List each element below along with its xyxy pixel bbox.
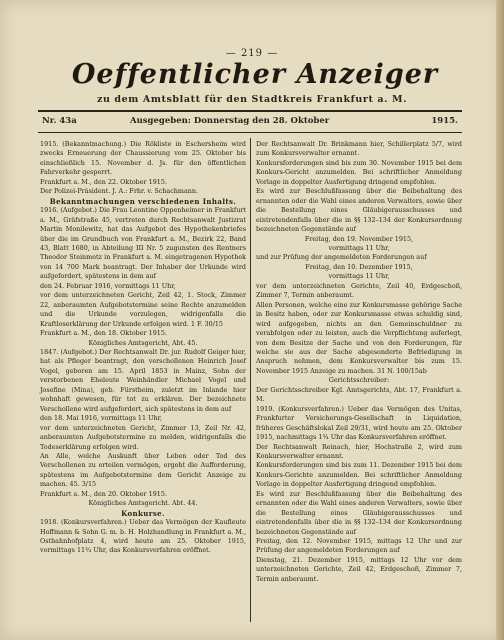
column-paragraph: Konkursforderungen sind bis zum 30. November 1915 bei dem Konkurs-Gericht anzumelden. Bei schriftlicher Anmeldung Vorlage in doppelter Ausfertigung dringend empfohlen. xyxy=(256,158,462,186)
column-paragraph: Allen Personen, welche eine zur Konkursmasse gehörige Sache in Besitz haben, oder zur Konkursmasse etwas schuldig sind, wird aufgegeben, nichts an den Gemeinschuldner zu verabfolgen oder zu leisten, auch die Verpflichtung auferlegt, von dem Besitze der Sache und von den Forderungen, für welche sie aus der Sache abgesonderte Befriedigung in Anspruch nehmen, dem Konkursverwalter bis zum 15. November 1915 Anzeige zu machen. 31 N. 100/15ab xyxy=(256,300,462,375)
column-paragraph: 1915. (Bekanntmachung.) Die Rökliste in Eschersheim wird zwecks Erneuerung der Chaussierung vom 25. Oktober bis einschließlich 15. November d. Js. für den öffentlichen Fahrverkehr gesperrt. xyxy=(40,140,246,177)
column-paragraph: und zur Prüfung der angemeldeten Forderungen auf xyxy=(256,253,427,262)
column-paragraph: 1919. (Konkursverfahren.) Ueber das Vermögen des Unitas, Frankfurter Versicherungs-Gesellschaft in Liquidation, früheres Geschäftslokal Zeil 29/31, wird heute am 25. Oktober 1915, nachmittags 1¾ Uhr das Konkursverfahren eröffnet. xyxy=(256,404,462,442)
issue-meta-line xyxy=(40,116,460,130)
column-divider xyxy=(250,138,251,622)
column-paragraph: Freitag, den 10. Dezember 1915, xyxy=(305,262,413,271)
column-paragraph: 1918. (Konkursverfahren.) Ueber das Vermögen der Kaufleute Hoffmann & Sohn G. m. b. H. Holzhandlung in Frankfurt a. M., Ostbahnhofplatz 4, wird heute am 25. Oktober 1915, vormittags 11¾ Uhr, das Konkursverfahren eröffnet. xyxy=(40,518,246,555)
column-paragraph: Frankfurt a. M., den 22. Oktober 1915. xyxy=(40,177,167,186)
column-paragraph: Frankfurt a. M., den 20. Oktober 1915. xyxy=(40,489,167,498)
column-paragraph: Freitag, den 19. November 1915, xyxy=(304,234,414,243)
column-paragraph: den 24. Februar 1916, vormittags 11 Uhr, xyxy=(40,281,176,290)
column-paragraph: Königliches Amtsgericht, Abt. 45. xyxy=(88,338,198,347)
masthead-rule-bottom xyxy=(38,132,462,133)
issue-date: Ausgegeben: Donnerstag den 28. Oktober xyxy=(130,116,330,126)
column-paragraph: Es wird zur Beschlußfassung über die Beibehaltung des ernannten oder die Wahl eines anderen Verwalters, sowie über die Bestellung eines Gläubigerausschusses und eintretendenfalls über die in §§ 132–134 der Konkursordnung bezeichneten Gegenstände auf xyxy=(256,489,462,536)
column-paragraph: Der Rechtsanwalt Dr. Brinkmann hier, Schillerplatz 5/7, wird zum Konkursverwalter ernannt. xyxy=(256,140,462,158)
masthead-title: Oeffentlicher Anzeiger xyxy=(71,59,439,90)
column-paragraph: vor dem unterzeichneten Gerichte, Zeil 40, Erdgeschoß, Zimmer 7, Termin anberaumt. xyxy=(256,281,462,300)
issue-year: 1915. xyxy=(431,116,458,126)
column-paragraph: 1847. (Aufgebot.) Der Rechtsanwalt Dr. jur. Rudolf Geiger hier, hat als Pfleger beantragt, den verschollenen Heinrich Josef Vogel, geboren am 15. April 1853 in Mainz, Sohn der verstorbenen Eheleute Weinhändler Michael Vogel und Josefine (Mina), geb. Fürstheim, zuletzt im Inlande hier wohnhaft gewesen, für tot zu erklären. Der bezeichnete Verschollene wird aufgefordert, sich spätestens in dem auf xyxy=(40,347,246,413)
column-paragraph: Frankfurt a. M., den 18. Oktober 1915. xyxy=(40,329,167,338)
masthead-rule-top xyxy=(38,110,462,112)
column-paragraph: vor dem unterzeichneten Gericht, Zimmer 13, Zeil Nr. 42, anberaumten Aufgebotstermine zu melden, widrigenfalls die Todeserklärung erfolgen wird. xyxy=(40,423,246,451)
left-column xyxy=(40,140,246,556)
column-paragraph: An Alle, welche Auskunft über Leben oder Tod des Verschollenen zu erteilen vermögen, ergeht die Aufforderung, spätestens im Aufgebotstermine dem Gericht Anzeige zu machen. 45. 3/15 xyxy=(40,451,246,489)
column-paragraph: Der Rechtsanwalt Reinach, hier, Hochstraße 2, wird zum Konkursverwalter ernannt. xyxy=(256,442,462,460)
issue-number: Nr. 43a xyxy=(42,116,77,126)
column-paragraph: Der Polizei-Präsident. J. A.: Frhr. v. Schachmann. xyxy=(40,187,199,196)
page-binding-edge xyxy=(496,0,504,640)
masthead-subtitle: zu dem Amtsblatt für den Stadtkreis Frankfurt a. M. xyxy=(97,94,407,105)
section-heading: Konkurse. xyxy=(121,508,165,518)
column-paragraph: vormittags 11 Uhr, xyxy=(328,272,390,281)
column-paragraph: Gerichtsschreiber: xyxy=(328,376,390,385)
right-column xyxy=(256,140,462,584)
column-paragraph: Der Gerichtsschreiber Kgl. Amtsgerichts, Abt. 17, Frankfurt a. M. xyxy=(256,385,462,404)
column-paragraph: Es wird zur Beschlußfassung über die Beibehaltung des ernannten oder die Wahl eines anderen Verwalters, sowie über die Bestellung eines Gläubigerausschusses und eintretendenfalls über die in §§ 132–134 der Konkursordnung bezeichneten Gegenstände auf xyxy=(256,187,462,234)
column-paragraph: den 18. Mai 1916, vormittags 11 Uhr, xyxy=(40,414,162,423)
column-paragraph: 1916. (Aufgebot.) Die Frau Leontine Oppenheimer in Frankfurt a. M., Gräfstraße 45, vertreten durch Rechtsanwalt Justizrat Martin Monilewitz, hat das Aufgebot des Hypothekenbriefes über die im Grundbuch von Frankfurt a. M., Bezirk 22, Band 43, Blatt 1680, in Abteilung III Nr. 5 zugunsten des Rentners Theodor Steinmetz in Frankfurt a. M. eingetragenen Hypothek von 14 700 Mark beantragt. Der Inhaber der Urkunde wird aufgefordert, spätestens in dem auf xyxy=(40,206,246,281)
page-number: — 219 — xyxy=(225,48,279,59)
column-paragraph: Dienstag, 21. Dezember 1915, mittags 12 Uhr vor dem unterzeichneten Gerichte, Zeil 42, Erdgeschoß, Zimmer 7, Termin anberaumt. xyxy=(256,555,462,583)
column-paragraph: Freitag, den 12. November 1915, mittags 12 Uhr und zur Prüfung der angemeldeten Forderungen auf xyxy=(256,537,462,555)
column-paragraph: Konkursforderungen sind bis zum 11. Dezember 1915 bei dem Konkurs-Gerichte anzumelden. Bei schriftlicher Anmeldung Vorlage in doppelter Ausfertigung dringend empfohlen. xyxy=(256,461,462,489)
column-paragraph: vor dem unterzeichneten Gericht, Zeil 42, 1. Stock, Zimmer 22, anberaumten Aufgebotstermine seine Rechte anzumelden und die Urkunde vorzulegen, widrigenfalls die Kraftloserklärung der Urkunde erfolgen wird. 1 F. 30/15 xyxy=(40,291,246,328)
column-paragraph: Königliches Amtsgericht. Abt. 44. xyxy=(88,499,198,508)
column-paragraph: vormittags 11 Uhr, xyxy=(328,243,390,252)
section-heading: Bekanntmachungen verschiedenen Inhalts. xyxy=(49,196,237,206)
